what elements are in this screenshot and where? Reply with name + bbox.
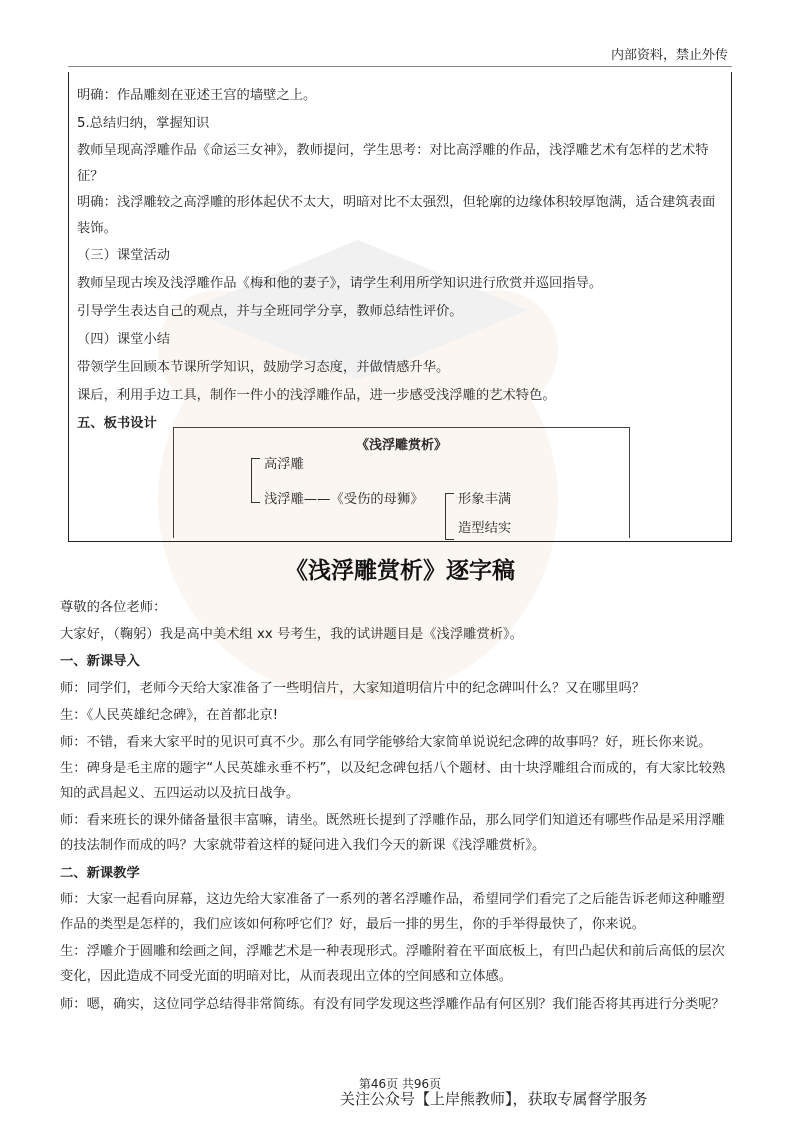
lesson-plan-box: [68, 72, 732, 542]
document-title: 《浅浮雕赏析》逐字稿: [285, 558, 515, 584]
text-line: 5.总结归纳，掌握知识: [77, 116, 210, 131]
text-line: 师：看来班长的课外储备量很丰富嘛，请坐。既然班长提到了浮雕作品，那么同学们知道还有哪些作品是采用浮雕的技法制作而成的吗？大家就带着这样的疑问进入我们今天的新课《浅浮雕赏析》。: [60, 813, 725, 853]
footer-promo: 关注公众号【上岸熊教师】，获取专属督学服务: [340, 1090, 648, 1108]
text-line: 师：同学们，老师今天给大家准备了一些明信片，大家知道明信片中的纪念碑叫什么？又在哪里吗？: [60, 681, 646, 696]
blackboard-design: [173, 427, 630, 538]
board-title: 《浅浮雕赏析》: [355, 438, 447, 453]
header-note: 内部资料，禁止外传: [610, 48, 728, 63]
section-heading: 五、板书设计: [77, 416, 157, 431]
board-item-high-relief: 高浮雕: [264, 457, 304, 472]
text-line: 生：浮雕介于圆雕和绘画之间，浮雕艺术是一种表现形式。浮雕附着在平面底板上，有凹凸起伏和前后高低的层次变化，因此造成不同受光面的明暗对比，从而表现出立体的空间感和立体感。: [60, 944, 725, 984]
text-line: 师：大家一起看向屏幕，这边先给大家准备了一系列的著名浮雕作品，希望同学们看完了之后能告诉老师这种雕塑作品的类型是怎样的，我们应该如何称呼它们？好，最后一排的男生，你的手举得最快了，你来说。: [60, 892, 725, 932]
header-rule: [68, 66, 732, 67]
section-heading: 二、新课教学: [60, 866, 140, 881]
brace-main: [251, 458, 260, 503]
section-heading: （四）课堂小结: [77, 332, 171, 347]
text-line: 生：《人民英雄纪念碑》，在首都北京!: [60, 708, 279, 723]
text-line: 生：碑身是毛主席的题字“人民英雄永垂不朽”，以及纪念碑包括八个题材、由十块浮雕组合而成的，有大家比较熟知的武昌起义、五四运动以及抗日战争。: [60, 761, 726, 801]
section-heading: 一、新课导入: [60, 654, 140, 669]
brace-sub: [445, 493, 454, 540]
page-number: 第46页 共96页: [358, 1077, 442, 1091]
text-line: 教师呈现古埃及浅浮雕作品《梅和他的妻子》，请学生利用所学知识进行欣赏并巡回指导。: [77, 276, 603, 291]
text-line: 明确：作品雕刻在亚述王宫的墙壁之上。: [77, 88, 317, 103]
text-line: 教师呈现高浮雕作品《命运三女神》，教师提问，学生思考：对比高浮雕的作品，浅浮雕艺术有怎样的艺术特征？: [77, 143, 709, 184]
greeting: 尊敬的各位老师：: [60, 600, 167, 615]
text-line: 师：不错，看来大家平时的见识可真不少。那么有同学能够给大家简单说说纪念碑的故事吗？好，班长你来说。: [60, 735, 712, 750]
transcript-body: [60, 594, 738, 1018]
text-line: 带领学生回顾本节课所学知识，鼓励学习态度，并做情感升华。: [77, 360, 450, 375]
text-line: 大家好，（鞠躬）我是高中美术组 xx 号考生，我的试讲题目是《浅浮雕赏析》。: [60, 627, 523, 642]
board-sub-item: 造型结实: [458, 521, 512, 536]
board-item-low-relief: 浅浮雕——《受伤的母狮》: [264, 492, 424, 507]
text-line: 师：嗯，确实，这位同学总结得非常简练。有没有同学发现这些浮雕作品有何区别？我们能否将其再进行分类呢？: [60, 997, 725, 1012]
section-heading: （三）课堂活动: [77, 248, 171, 263]
text-line: 引导学生表达自己的观点，并与全班同学分享，教师总结性评价。: [77, 304, 463, 319]
board-sub-item: 形象丰满: [458, 492, 512, 507]
text-line: 课后，利用手边工具，制作一件小的浅浮雕作品，进一步感受浅浮雕的艺术特色。: [77, 388, 556, 403]
text-line: 明确：浅浮雕较之高浮雕的形体起伏不太大，明暗对比不太强烈，但轮廓的边缘体积较厚饱满，适合建筑表面装饰。: [77, 195, 716, 236]
